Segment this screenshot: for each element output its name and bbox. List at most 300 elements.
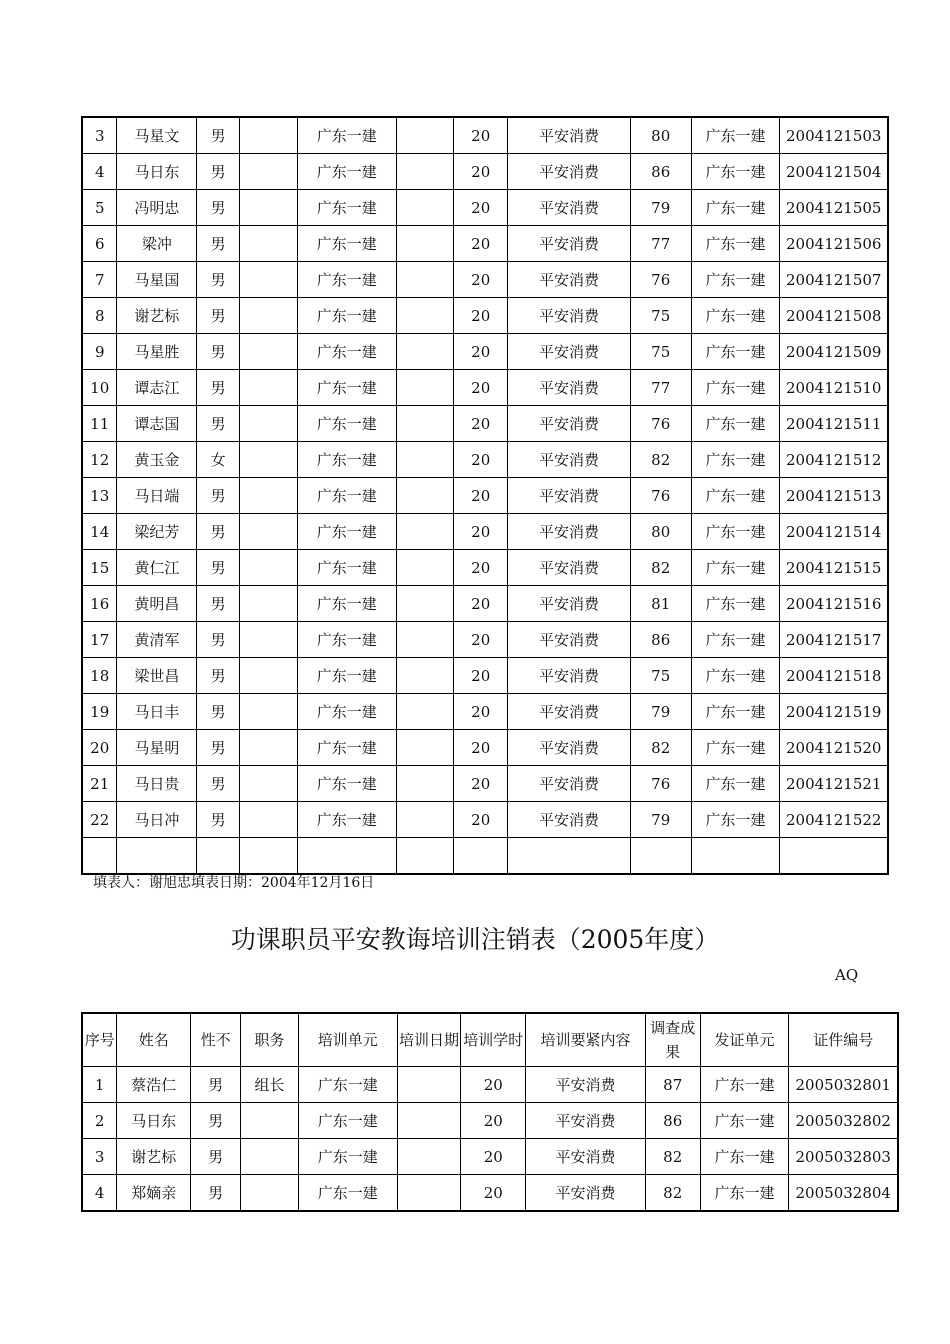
seq-cell: 21 [82,766,117,802]
table-row [82,766,888,802]
training-unit-cell: 广东一建 [297,802,396,838]
position-cell [241,1103,299,1139]
certificate-number-cell: 2004121507 [780,262,888,298]
training-unit-cell: 广东一建 [297,586,396,622]
name-cell: 黄清军 [117,622,197,658]
certificate-number-cell: 2005032802 [789,1103,898,1139]
training-unit-cell: 广东一建 [297,550,396,586]
score-cell [630,838,691,875]
training-unit-cell: 广东一建 [298,1067,397,1103]
seq-cell: 2 [82,1103,117,1139]
gender-cell: 男 [197,117,240,154]
header-row [82,1013,898,1067]
training-date-cell [396,262,454,298]
training-content-cell: 平安消费 [508,406,631,442]
name-cell: 蔡浩仁 [117,1067,191,1103]
training-content-cell: 平安消费 [508,694,631,730]
header-seq-cell: 序号 [82,1013,117,1067]
certificate-number-cell: 2005032801 [789,1067,898,1103]
training-unit-cell: 广东一建 [297,154,396,190]
training-date-cell [396,658,454,694]
training-hours-cell: 20 [461,1103,526,1139]
score-cell: 82 [645,1139,700,1175]
certificate-number-cell: 2004121508 [780,298,888,334]
training-hours-cell: 20 [454,802,508,838]
score-cell: 79 [630,694,691,730]
training-hours-cell: 20 [454,730,508,766]
training-content-cell: 平安消费 [508,622,631,658]
position-cell [240,190,298,226]
seq-cell: 20 [82,730,117,766]
name-cell [117,838,197,875]
position-cell [240,478,298,514]
training-unit-cell: 广东一建 [297,190,396,226]
issuing-unit-cell: 广东一建 [691,478,780,514]
training-content-cell: 平安消费 [526,1139,646,1175]
position-cell [240,406,298,442]
issuing-unit-cell: 广东一建 [691,334,780,370]
score-cell: 86 [645,1103,700,1139]
certificate-number-cell: 2004121512 [780,442,888,478]
table-row [82,478,888,514]
issuing-unit-cell: 广东一建 [691,694,780,730]
table-row [82,406,888,442]
training-date-cell [396,298,454,334]
gender-cell: 男 [197,190,240,226]
training-date-cell [397,1139,461,1175]
gender-cell: 男 [197,586,240,622]
table-row [82,154,888,190]
issuing-unit-cell [691,838,780,875]
training-content-cell: 平安消费 [508,586,631,622]
training-unit-cell: 广东一建 [297,766,396,802]
certificate-number-cell: 2004121511 [780,406,888,442]
header-training-unit-cell: 培训单元 [298,1013,397,1067]
score-cell: 86 [630,622,691,658]
gender-cell: 男 [197,802,240,838]
training-unit-cell [297,838,396,875]
certificate-number-cell: 2004121504 [780,154,888,190]
issuing-unit-cell: 广东一建 [691,514,780,550]
gender-cell: 男 [191,1103,241,1139]
training-date-cell [396,190,454,226]
issuing-unit-cell: 广东一建 [691,298,780,334]
position-cell [241,1139,299,1175]
training-hours-cell: 20 [454,442,508,478]
score-cell: 82 [645,1175,700,1212]
seq-cell: 6 [82,226,117,262]
training-hours-cell: 20 [454,370,508,406]
certificate-number-cell: 2004121513 [780,478,888,514]
score-cell: 82 [630,730,691,766]
training-date-cell [397,1103,461,1139]
training-date-cell [396,370,454,406]
training-date-cell [396,406,454,442]
header-certificate-number-cell: 证件编号 [789,1013,898,1067]
issuing-unit-cell: 广东一建 [691,550,780,586]
training-hours-cell: 20 [461,1139,526,1175]
seq-cell: 11 [82,406,117,442]
issuing-unit-cell: 广东一建 [691,226,780,262]
score-cell: 76 [630,262,691,298]
training-content-cell: 平安消费 [508,190,631,226]
position-cell [240,838,298,875]
seq-cell: 10 [82,370,117,406]
name-cell: 梁纪芳 [117,514,197,550]
gender-cell: 男 [197,478,240,514]
certificate-number-cell: 2004121518 [780,658,888,694]
name-cell: 郑嫡亲 [117,1175,191,1212]
seq-cell: 9 [82,334,117,370]
gender-cell: 男 [197,730,240,766]
training-content-cell: 平安消费 [508,154,631,190]
gender-cell: 男 [197,658,240,694]
training-content-cell: 平安消费 [526,1175,646,1212]
training-date-cell [396,442,454,478]
training-hours-cell: 20 [454,622,508,658]
training-hours-cell: 20 [454,226,508,262]
training-content-cell: 平安消费 [508,514,631,550]
certificate-number-cell: 2004121521 [780,766,888,802]
name-cell: 马星胜 [117,334,197,370]
header-training-hours-cell: 培训学时 [461,1013,526,1067]
position-cell [240,550,298,586]
table-row [82,658,888,694]
certificate-number-cell: 2004121503 [780,117,888,154]
training-unit-cell: 广东一建 [297,694,396,730]
seq-cell: 8 [82,298,117,334]
seq-cell: 16 [82,586,117,622]
training-unit-cell: 广东一建 [297,370,396,406]
seq-cell: 4 [82,154,117,190]
gender-cell: 男 [191,1067,241,1103]
seq-cell: 3 [82,117,117,154]
seq-cell [82,838,117,875]
table-row [82,442,888,478]
training-content-cell: 平安消费 [508,298,631,334]
name-cell: 黄玉金 [117,442,197,478]
training-unit-cell: 广东一建 [297,478,396,514]
table-row [82,1067,898,1103]
gender-cell: 男 [197,262,240,298]
gender-cell: 男 [197,550,240,586]
position-cell [240,766,298,802]
seq-cell: 18 [82,658,117,694]
training-hours-cell: 20 [454,658,508,694]
training-hours-cell: 20 [454,406,508,442]
table-row [82,1175,898,1212]
training-content-cell: 平安消费 [508,442,631,478]
gender-cell: 男 [197,226,240,262]
header-name-cell: 姓名 [117,1013,191,1067]
header-training-content-cell: 培训要紧内容 [526,1013,646,1067]
training-hours-cell: 20 [461,1175,526,1212]
training-hours-cell [454,838,508,875]
name-cell: 马日东 [117,154,197,190]
score-cell: 75 [630,298,691,334]
seq-cell: 5 [82,190,117,226]
training-date-cell [396,550,454,586]
name-cell: 谭志江 [117,370,197,406]
gender-cell: 男 [191,1175,241,1212]
score-cell: 82 [630,550,691,586]
issuing-unit-cell: 广东一建 [691,622,780,658]
training-date-cell [396,694,454,730]
certificate-number-cell: 2004121522 [780,802,888,838]
position-cell [240,117,298,154]
training-table-2005 [81,1012,899,1212]
training-content-cell: 平安消费 [508,550,631,586]
training-content-cell: 平安消费 [508,370,631,406]
training-unit-cell: 广东一建 [297,334,396,370]
gender-cell: 男 [197,334,240,370]
name-cell: 谢艺标 [117,1139,191,1175]
name-cell: 马星国 [117,262,197,298]
seq-cell: 22 [82,802,117,838]
table-row [82,550,888,586]
gender-cell: 男 [197,406,240,442]
gender-cell: 男 [197,766,240,802]
training-date-cell [397,1067,461,1103]
position-cell [240,514,298,550]
table-row [82,586,888,622]
issuing-unit-cell: 广东一建 [691,658,780,694]
name-cell: 冯明忠 [117,190,197,226]
certificate-number-cell: 2004121516 [780,586,888,622]
name-cell: 马日东 [117,1103,191,1139]
gender-cell [197,838,240,875]
training-content-cell: 平安消费 [508,766,631,802]
position-cell [240,226,298,262]
issuing-unit-cell: 广东一建 [691,117,780,154]
training-hours-cell: 20 [454,550,508,586]
certificate-number-cell: 2004121517 [780,622,888,658]
certificate-number-cell: 2004121505 [780,190,888,226]
gender-cell: 男 [191,1139,241,1175]
training-unit-cell: 广东一建 [297,730,396,766]
training-date-cell [397,1175,461,1212]
table-row [82,190,888,226]
score-cell: 79 [630,190,691,226]
score-cell: 80 [630,117,691,154]
position-cell [240,442,298,478]
training-date-cell [396,226,454,262]
training-hours-cell: 20 [454,262,508,298]
certificate-number-cell: 2004121514 [780,514,888,550]
training-content-cell: 平安消费 [508,262,631,298]
training-date-cell [396,117,454,154]
training-date-cell [396,514,454,550]
score-cell: 87 [645,1067,700,1103]
gender-cell: 男 [197,622,240,658]
score-cell: 76 [630,478,691,514]
issuing-unit-cell: 广东一建 [691,802,780,838]
issuing-unit-cell: 广东一建 [700,1139,789,1175]
certificate-number-cell: 2005032804 [789,1175,898,1212]
name-cell: 梁世昌 [117,658,197,694]
table-row [82,514,888,550]
table-row [82,298,888,334]
score-cell: 75 [630,334,691,370]
table-row [82,1103,898,1139]
training-hours-cell: 20 [454,694,508,730]
training-hours-cell: 20 [454,154,508,190]
score-cell: 77 [630,226,691,262]
certificate-number-cell: 2004121520 [780,730,888,766]
seq-cell: 15 [82,550,117,586]
gender-cell: 女 [197,442,240,478]
name-cell: 谢艺标 [117,298,197,334]
gender-cell: 男 [197,694,240,730]
certificate-number-cell: 2004121510 [780,370,888,406]
table-row [82,694,888,730]
table-row [82,226,888,262]
name-cell: 马日丰 [117,694,197,730]
certificate-number-cell: 2004121506 [780,226,888,262]
page-title: 功课职员平安教诲培训注销表（2005年度） [230,925,720,954]
score-cell: 81 [630,586,691,622]
score-cell: 75 [630,658,691,694]
seq-cell: 12 [82,442,117,478]
training-content-cell: 平安消费 [508,334,631,370]
training-unit-cell: 广东一建 [298,1139,397,1175]
training-unit-cell: 广东一建 [298,1103,397,1139]
training-content-cell: 平安消费 [526,1067,646,1103]
issuing-unit-cell: 广东一建 [691,442,780,478]
issuing-unit-cell: 广东一建 [691,370,780,406]
training-hours-cell: 20 [454,478,508,514]
gender-cell: 男 [197,298,240,334]
table-row [82,117,888,154]
position-cell [240,658,298,694]
issuing-unit-cell: 广东一建 [700,1175,789,1212]
position-cell [240,298,298,334]
position-cell [240,370,298,406]
training-hours-cell: 20 [454,766,508,802]
seq-cell: 19 [82,694,117,730]
header-score-cell: 调查成果 [645,1013,700,1067]
training-date-cell [396,802,454,838]
training-unit-cell: 广东一建 [297,622,396,658]
seq-cell: 17 [82,622,117,658]
gender-cell: 男 [197,370,240,406]
position-cell [240,154,298,190]
name-cell: 梁冲 [117,226,197,262]
table-row [82,730,888,766]
training-date-cell [396,478,454,514]
training-date-cell [396,730,454,766]
certificate-number-cell: 2004121515 [780,550,888,586]
training-content-cell: 平安消费 [508,478,631,514]
seq-cell: 3 [82,1139,117,1175]
name-cell: 马日贵 [117,766,197,802]
training-unit-cell: 广东一建 [297,262,396,298]
score-cell: 76 [630,406,691,442]
table-row [82,622,888,658]
table-row [82,334,888,370]
name-cell: 黄明昌 [117,586,197,622]
training-content-cell: 平安消费 [508,226,631,262]
form-code: AQ [835,966,859,984]
issuing-unit-cell: 广东一建 [700,1067,789,1103]
seq-cell: 7 [82,262,117,298]
table-row [82,802,888,838]
position-cell: 组长 [241,1067,299,1103]
training-unit-cell: 广东一建 [297,514,396,550]
training-content-cell: 平安消费 [508,658,631,694]
seq-cell: 13 [82,478,117,514]
position-cell [240,802,298,838]
score-cell: 86 [630,154,691,190]
training-hours-cell: 20 [461,1067,526,1103]
name-cell: 马星明 [117,730,197,766]
name-cell: 谭志国 [117,406,197,442]
training-unit-cell: 广东一建 [297,226,396,262]
header-gender-cell: 性不 [191,1013,241,1067]
score-cell: 77 [630,370,691,406]
issuing-unit-cell: 广东一建 [691,154,780,190]
training-hours-cell: 20 [454,190,508,226]
certificate-number-cell: 2004121519 [780,694,888,730]
training-hours-cell: 20 [454,298,508,334]
position-cell [240,334,298,370]
position-cell [240,586,298,622]
issuing-unit-cell: 广东一建 [691,730,780,766]
training-date-cell [396,622,454,658]
training-table-2004 [81,116,889,875]
table-row [82,1139,898,1175]
name-cell: 马日冲 [117,802,197,838]
gender-cell: 男 [197,154,240,190]
training-content-cell: 平安消费 [508,802,631,838]
header-position-cell: 职务 [241,1013,299,1067]
training-unit-cell: 广东一建 [297,117,396,154]
issuing-unit-cell: 广东一建 [700,1103,789,1139]
header-training-date-cell: 培训日期 [397,1013,461,1067]
training-unit-cell: 广东一建 [298,1175,397,1212]
training-hours-cell: 20 [454,334,508,370]
training-unit-cell: 广东一建 [297,658,396,694]
certificate-number-cell [780,838,888,875]
training-date-cell [396,838,454,875]
training-date-cell [396,154,454,190]
table-row [82,838,888,875]
table-row [82,262,888,298]
name-cell: 马日端 [117,478,197,514]
training-date-cell [396,334,454,370]
issuing-unit-cell: 广东一建 [691,766,780,802]
header-issuing-unit-cell: 发证单元 [700,1013,789,1067]
gender-cell: 男 [197,514,240,550]
certificate-number-cell: 2005032803 [789,1139,898,1175]
issuing-unit-cell: 广东一建 [691,262,780,298]
seq-cell: 14 [82,514,117,550]
name-cell: 黄仁江 [117,550,197,586]
certificate-number-cell: 2004121509 [780,334,888,370]
score-cell: 79 [630,802,691,838]
training-content-cell: 平安消费 [508,117,631,154]
score-cell: 80 [630,514,691,550]
training-hours-cell: 20 [454,514,508,550]
issuing-unit-cell: 广东一建 [691,586,780,622]
training-hours-cell: 20 [454,117,508,154]
position-cell [240,622,298,658]
filler-note: 填表人：谢旭忠填表日期：2004年12月16日 [93,875,375,891]
training-unit-cell: 广东一建 [297,298,396,334]
table-row [82,370,888,406]
training-date-cell [396,766,454,802]
seq-cell: 1 [82,1067,117,1103]
